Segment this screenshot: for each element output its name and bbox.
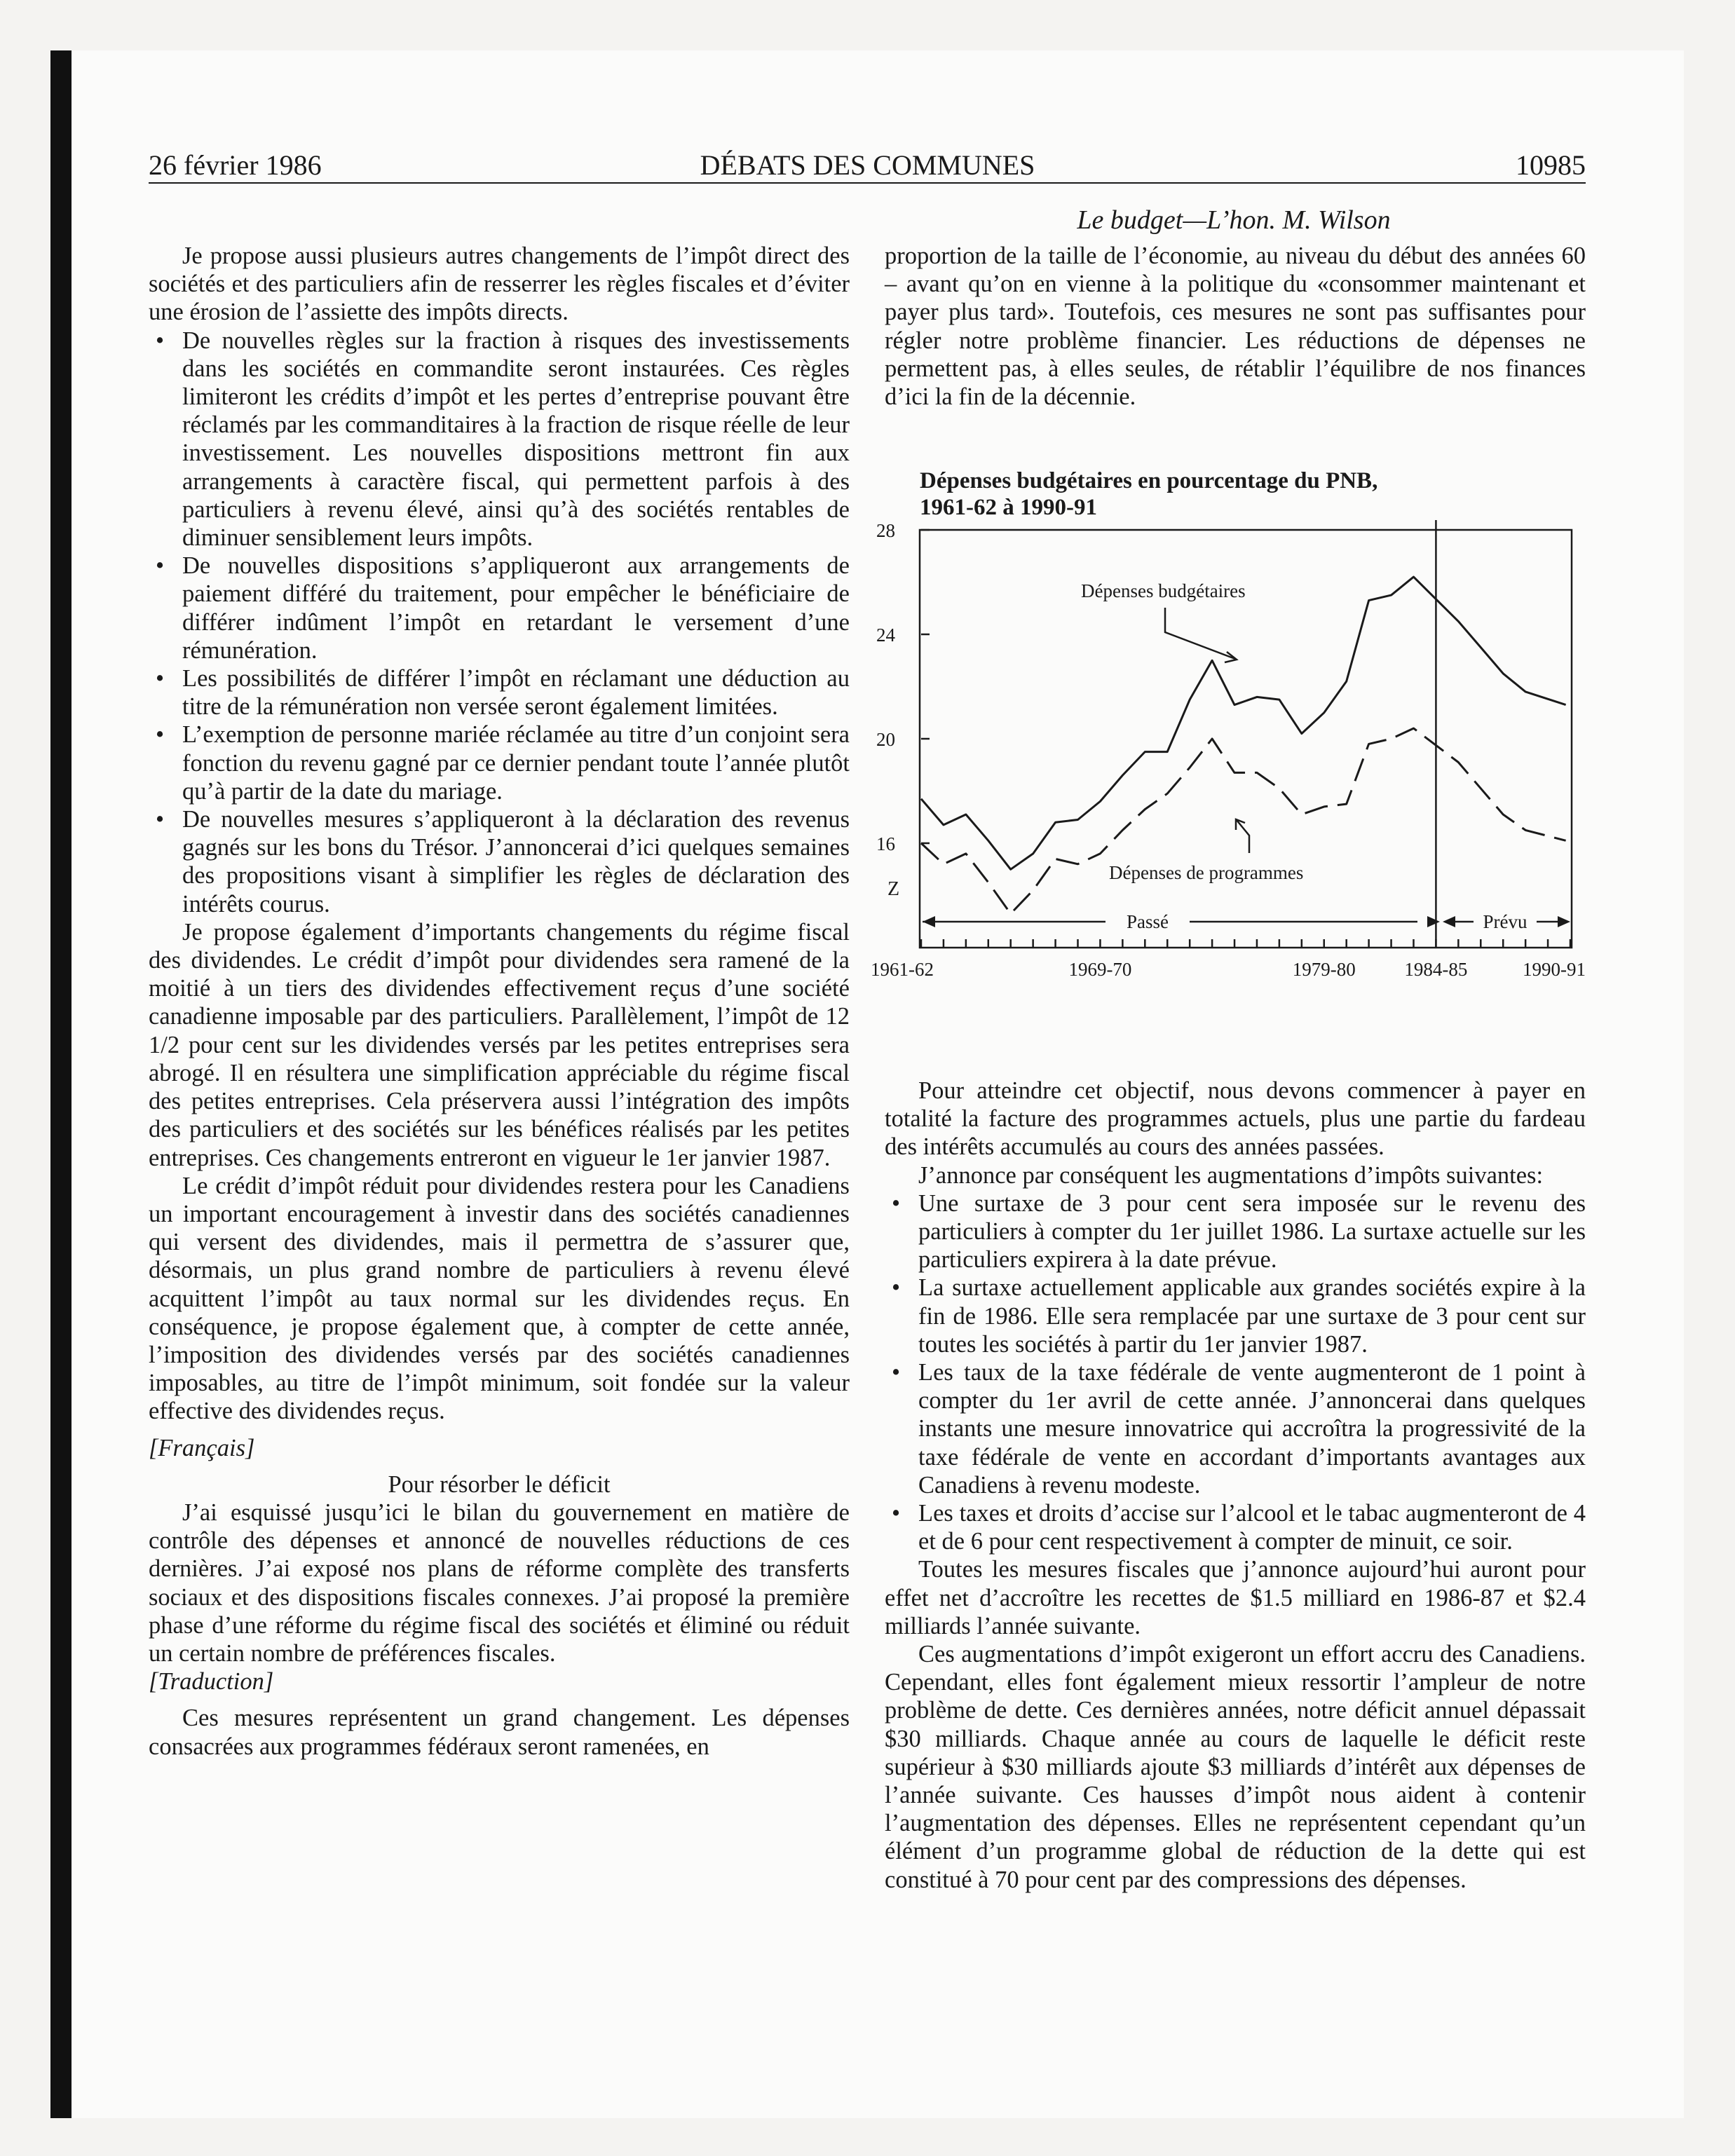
paragraph: Toutes les mesures fiscales que j’annonce aujourd’hui auront pour effet net d’accroître les recettes de $1.5 milliard en 1986-87 et $2.4 milliards l’année suivante. bbox=[885, 1556, 1586, 1639]
paragraph: J’ai esquissé jusqu’ici le bilan du gouvernement en matière de contrôle des dépenses et annoncé de nouvelles réductions de ces dernières. J’ai exposé nos plans de réforme complète des transferts sociaux et des dispositions fiscales connexes. J’ai proposé la première phase d’une réforme du régime fiscal des sociétés et éliminé ou réduit un certain nombre de préférences fiscales. bbox=[149, 1499, 850, 1667]
paragraph: Pour atteindre cet objectif, nous devons commencer à payer en totalité la facture des programmes actuels, plus une partie du fardeau des intérêts accumulés au cours des années passées. bbox=[885, 1077, 1586, 1161]
header-date: 26 février 1986 bbox=[149, 149, 322, 181]
right-column-top bbox=[885, 242, 1586, 411]
bullet-item: • De nouvelles mesures s’appliqueront à la déclaration des revenus gagnés sur les bons du Trésor. J’annoncerai d’ici quelques semaines des propositions visant à simplifier les règles de déclaration des intérêts courus. bbox=[149, 805, 850, 918]
bullet-item: • Les possibilités de différer l’impôt en réclamant une déduction au titre de la rémunération non versée seront également limitées. bbox=[149, 664, 850, 721]
bullet-item: • De nouvelles règles sur la fraction à risques des investissements dans les sociétés en commandite seront instaurées. Ces règles limiteront les crédits d’impôt et les pertes d’entreprise pouvant être réclamés par les commanditaires à la fraction de risque réelle de leur investissement. Les nouvelles dispositions mettront fin aux arrangements à caractère fiscal, qui permettent parfois à des particuliers à revenu élevé, ainsi qu’à des sociétés rentables de diminuer sensiblement leurs impôts. bbox=[149, 327, 850, 552]
x-tick-label: 1984-85 bbox=[1404, 959, 1468, 980]
right-column-bottom bbox=[885, 1077, 1586, 1894]
bullet-item: • Les taxes et droits d’accise sur l’alcool et le tabac augmenteront de 4 et de 6 pour cent respectivement à compter de minuit, ce soir. bbox=[885, 1499, 1586, 1555]
language-marker: [Français] bbox=[149, 1434, 255, 1461]
bullet-item: • L’exemption de personne mariée réclamée au titre d’un conjoint sera fonction du revenu gagné par ce dernier pendant toute l’année plutôt qu’à partir de la date du mariage. bbox=[149, 721, 850, 805]
period-forecast-label: Prévu bbox=[1483, 911, 1528, 932]
x-tick-label: 1990-91 bbox=[1523, 959, 1586, 980]
header-page-number: 10985 bbox=[1516, 149, 1586, 181]
header-rule bbox=[149, 182, 1586, 184]
y-axis bbox=[876, 520, 930, 854]
arrow-left-icon bbox=[1443, 916, 1455, 927]
scan-edge bbox=[50, 50, 72, 2118]
period-indicator bbox=[923, 911, 1570, 932]
arrow-right-icon bbox=[1427, 916, 1440, 927]
series-line-budget bbox=[921, 577, 1566, 869]
paragraph: J’annonce par conséquent les augmentations d’impôts suivantes: bbox=[918, 1161, 1544, 1189]
chart-subtitle: 1961-62 à 1990-91 bbox=[920, 495, 1097, 520]
budget-chart bbox=[871, 464, 1586, 1004]
paragraph: proportion de la taille de l’économie, au niveau du début des années 60 – avant qu’on en vienne à la politique du «consommer maintenant et payer plus tard». Toutefois, ces mesures ne sont pas suffisantes pour régler notre problème financier. Les réductions de dépenses ne permettent pas, à elles seules, de rétablir l’équilibre de nos finances d’ici la fin de la décennie. bbox=[885, 243, 1586, 411]
plot-frame bbox=[920, 530, 1572, 948]
paragraph: Je propose également d’importants changements du régime fiscal des dividendes. Le crédit d’impôt pour dividendes sera ramené de la moitié à un tiers des dividendes effectivement reçus d’une société canadienne imposable par des particuliers. Parallèlement, l’impôt de 12 1/2 pour cent sur les dividendes versés par les petites entreprises sera abrogé. Il en résultera une simplification appréciable du régime fiscal des petites entreprises. Cela préservera aussi l’intégration des impôts des particuliers et des sociétés sur les bénéfices réalisés par les petites entreprises. Ces changements entreront en vigueur le 1er janvier 1987. bbox=[149, 918, 850, 1171]
y-tick-label: 28 bbox=[876, 520, 895, 541]
y-tick-label: 20 bbox=[876, 729, 895, 750]
bullet-item: • Les taux de la taxe fédérale de vente augmenteront de 1 point à compter du 1er avril de cette année. J’annoncerai dans quelques instants une mesure innovatrice qui accroîtra la progressivité de la taxe fédérale de vente en accordant d’importants avantages aux Canadiens à revenu modeste. bbox=[885, 1358, 1586, 1499]
running-title: Le budget—L’hon. M. Wilson bbox=[1077, 205, 1391, 235]
bullet-item: • De nouvelles dispositions s’appliqueront aux arrangements de paiement différé du traitement, pour empêcher le bénéficiaire de différer indûment l’impôt en retardant le versement d’une rémunération. bbox=[149, 552, 850, 664]
bullet-item: • Une surtaxe de 3 pour cent sera imposée sur le revenu des particuliers à compter du 1er juillet 1986. La surtaxe actuelle sur les particuliers expirera à la date prévue. bbox=[885, 1189, 1586, 1274]
arrow-right-icon bbox=[1558, 916, 1570, 927]
x-axis bbox=[871, 939, 1586, 980]
period-past-label: Passé bbox=[1127, 911, 1169, 932]
y-tick-label: 16 bbox=[876, 833, 895, 854]
chart-title: Dépenses budgétaires en pourcentage du PNB, bbox=[920, 468, 1378, 493]
arrow-left-icon bbox=[923, 916, 935, 927]
x-tick-label: 1979-80 bbox=[1292, 959, 1356, 980]
header-title: DÉBATS DES COMMUNES bbox=[700, 149, 1035, 181]
axis-break-mark: Z bbox=[887, 878, 900, 900]
bullet-item: • La surtaxe actuellement applicable aux grandes sociétés expire à la fin de 1986. Elle sera remplacée par une surtaxe de 3 pour cent sur toutes les sociétés à partir du 1er janvier 1987. bbox=[885, 1274, 1586, 1358]
x-tick-label: 1969-70 bbox=[1068, 959, 1132, 980]
x-tick-label: 1961-62 bbox=[871, 959, 934, 980]
annotation-budget: Dépenses budgétaires bbox=[1081, 580, 1246, 601]
paragraph: Ces mesures représentent un grand changement. Les dépenses consacrées aux programmes fédéraux seront ramenées, en bbox=[149, 1705, 850, 1760]
paragraph: Ces augmentations d’impôt exigeront un effort accru des Canadiens. Cependant, elles font également mieux ressortir l’ampleur de notre problème de dette. Ces dernières années, notre déficit annuel dépassait $30 milliards. Chaque année au cours de laquelle le déficit reste supérieur à $30 milliards ajoute $3 milliards d’intérêt aux dépenses de l’année suivante. Ces hausses d’impôt nous aident à contenir l’augmentation des dépenses. Elles ne représentent cependant qu’un élément d’un programme global de réduction de la dette qui est constitué à 70 pour cent par des compressions des dépenses. bbox=[885, 1641, 1586, 1893]
annotation-budget-arrow bbox=[1165, 608, 1235, 659]
paragraph: Je propose aussi plusieurs autres changements de l’impôt direct des sociétés et des particuliers afin de resserrer les règles fiscales et d’éviter une érosion de l’assiette des impôts directs. bbox=[149, 243, 850, 326]
section-heading: Pour résorber le déficit bbox=[388, 1471, 611, 1498]
annotation-programs: Dépenses de programmes bbox=[1109, 862, 1304, 883]
left-column bbox=[149, 242, 850, 1761]
annotation-programs-arrow bbox=[1237, 820, 1249, 853]
language-marker: [Traduction] bbox=[149, 1668, 274, 1696]
series-line-programs bbox=[921, 728, 1566, 914]
paragraph: Le crédit d’impôt réduit pour dividendes restera pour les Canadiens un important encouragement à investir dans des sociétés canadiennes qui versent des dividendes, mais il permettra de s’assurer que, désormais, un plus grand nombre de particuliers à revenu élevé acquittent l’impôt au taux normal sur les dividendes reçus. En conséquence, je propose également que, à compter de cette année, l’imposition des dividendes versés par des sociétés canadiennes imposables, au titre de l’impôt minimum, soit fondée sur la valeur effective des dividendes reçus. bbox=[149, 1172, 850, 1425]
y-tick-label: 24 bbox=[876, 625, 895, 646]
